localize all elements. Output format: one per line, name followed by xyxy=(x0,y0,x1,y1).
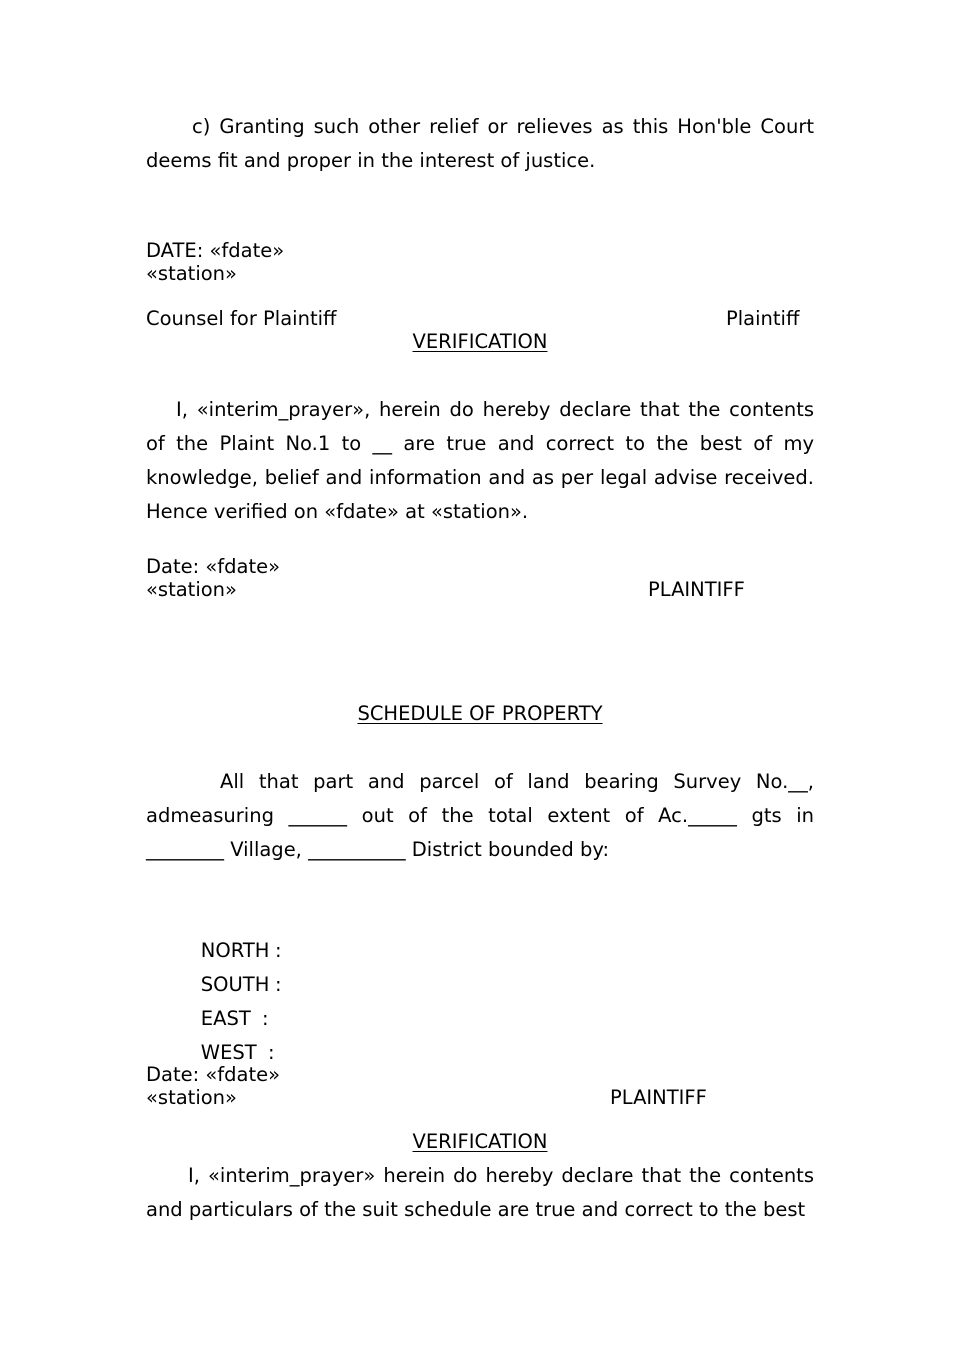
signoff-station: «station» xyxy=(146,262,237,285)
boundary-separator: : xyxy=(268,1041,275,1064)
schedule-date: Date: «fdate» xyxy=(146,1063,281,1086)
schedule-plaintiff: PLAINTIFF xyxy=(610,1086,707,1109)
relief-paragraph xyxy=(146,110,814,178)
verification-text-2: I, «interim_prayer» herein do hereby declare that the contents and particulars of the suit schedule are true and correct to the best xyxy=(146,1164,814,1221)
boundary-label: SOUTH xyxy=(200,973,270,996)
signoff-date: DATE: «fdate» xyxy=(146,239,285,262)
verification-date: Date: «fdate» xyxy=(146,555,281,578)
counsel-label: Counsel for Plaintiff xyxy=(146,307,337,330)
verification-plaintiff: PLAINTIFF xyxy=(648,578,745,601)
verification-station: «station» xyxy=(146,578,237,601)
boundary-label: NORTH xyxy=(200,939,270,962)
schedule-paragraph xyxy=(146,765,814,867)
verification-paragraph xyxy=(146,393,814,529)
verification-paragraph-2 xyxy=(146,1159,814,1227)
boundary-separator: : xyxy=(262,1007,269,1030)
verification-text: I, «interim_prayer», herein do hereby declare that the contents of the Plaint No.1 to __ are true and correct to the best of my knowledge, belief and information and as per legal advise received. Hence verified on «fdate» at «station». xyxy=(146,398,814,523)
verification-heading-2: VERIFICATION xyxy=(412,1130,548,1153)
relief-text: c) Granting such other relief or relieves as this Hon'ble Court deems fit and proper in the interest of justice. xyxy=(146,115,814,172)
schedule-heading: SCHEDULE OF PROPERTY xyxy=(357,702,603,725)
boundary-label: WEST xyxy=(200,1041,257,1064)
plaintiff-label: Plaintiff xyxy=(726,307,800,330)
verification-heading: VERIFICATION xyxy=(412,330,548,353)
boundary-separator: : xyxy=(275,939,282,962)
boundary-separator: : xyxy=(275,973,282,996)
schedule-text: All that part and parcel of land bearing Survey No.__, admeasuring ______ out of the total extent of Ac._____ gts in ________ Village, __________ District bounded by: xyxy=(146,770,814,861)
schedule-station: «station» xyxy=(146,1086,237,1109)
boundary-label: EAST xyxy=(200,1007,251,1030)
